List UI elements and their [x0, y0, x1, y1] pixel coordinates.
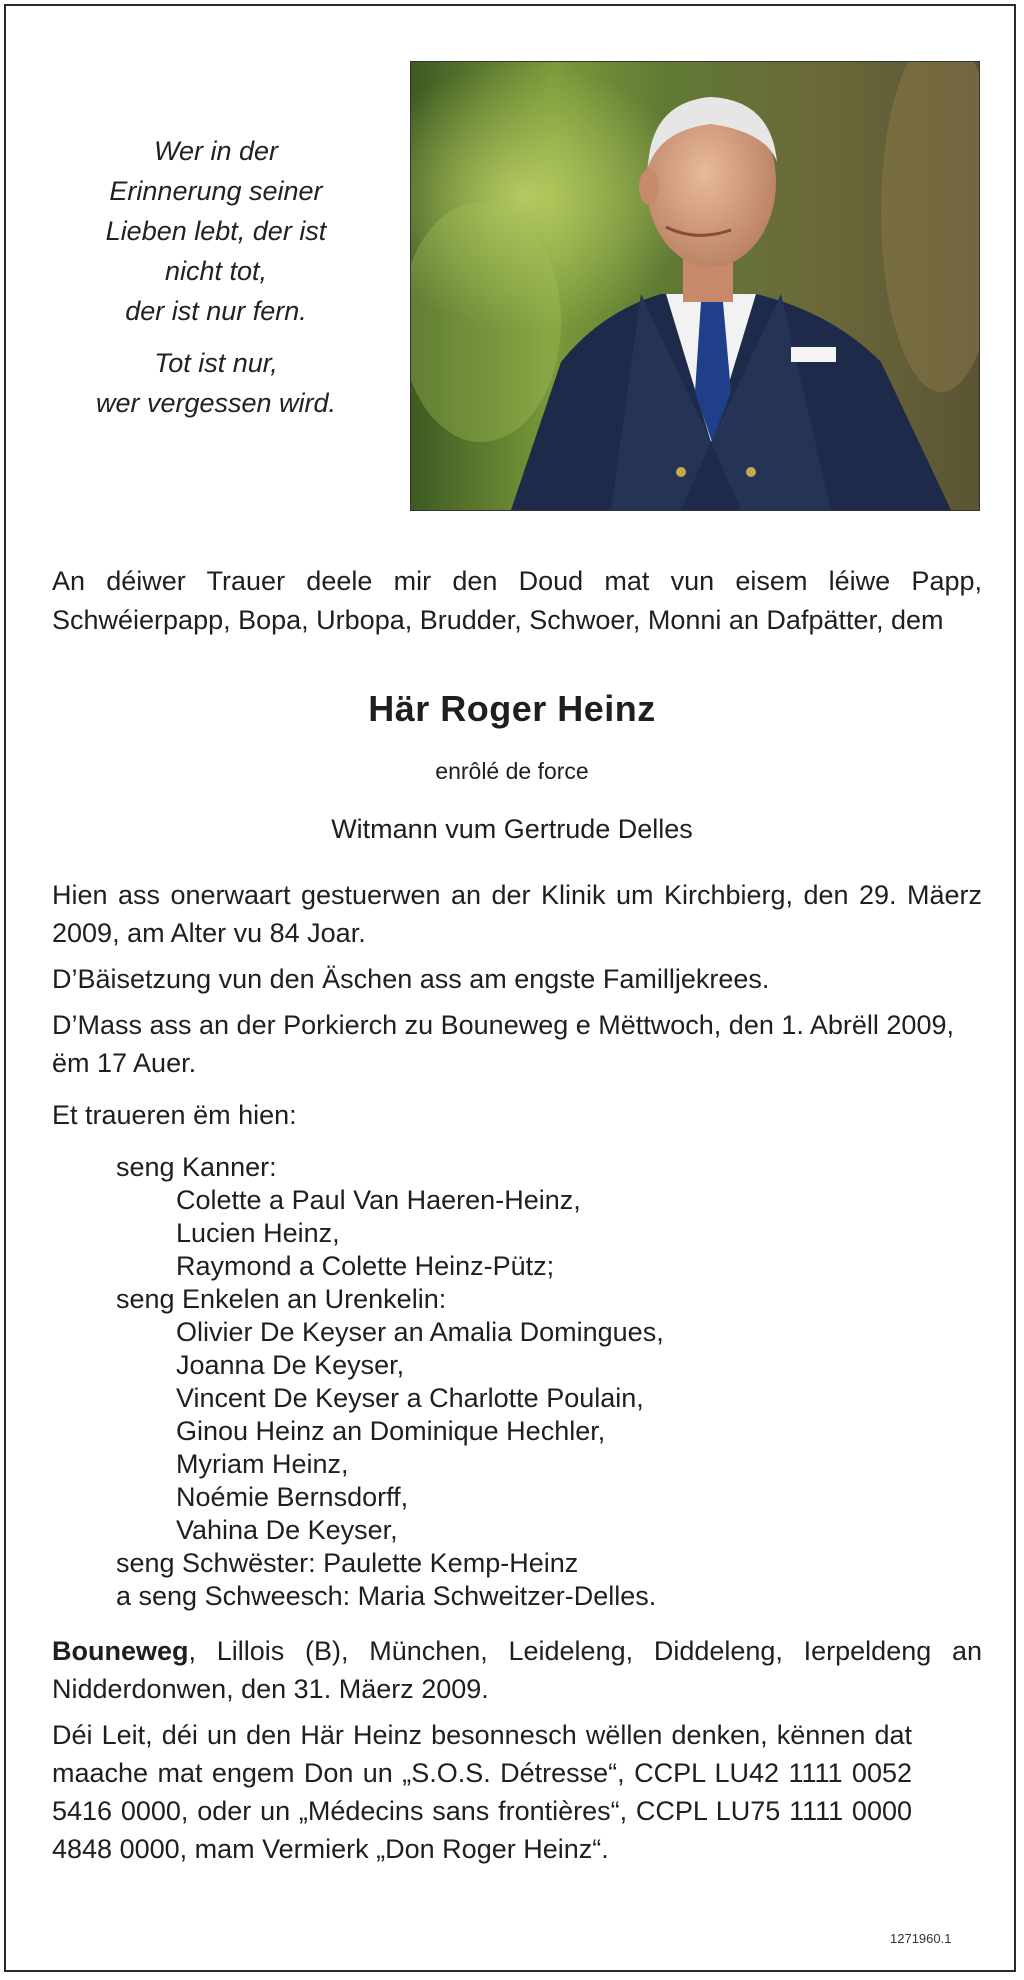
- quote-line: Lieben lebt, der ist: [105, 216, 327, 246]
- grandchildren-label: seng Enkelen an Urenkelin:: [116, 1284, 447, 1314]
- quote-line: Wer in der: [153, 136, 279, 166]
- place-bold: Bouneweg: [52, 1636, 189, 1666]
- mass-paragraph: D’Mass ass an der Porkierch zu Bouneweg e Mëttwoch, den 1. Abrëll 2009, ëm 17 Auer.: [52, 1010, 954, 1078]
- donation-paragraph: Déi Leit, déi un den Här Heinz besonnesch wëllen denken, kënnen dat maache mat engem Don un „S.O.S. Détresse“, CCPL LU42 1111 0052 5416 0000, oder un „Médecins sans frontières“, CCPL LU75 1111 0000 4848 0000, mam Vermierk „Don Roger Heinz“.: [52, 1720, 912, 1864]
- portrait-photo: [410, 61, 980, 511]
- list-item: Vincent De Keyser a Charlotte Poulain,: [176, 1383, 644, 1413]
- widower-note: Witmann vum Gertrude Delles: [331, 814, 693, 844]
- deceased-name: Här Roger Heinz: [368, 688, 656, 729]
- death-paragraph: Hien ass onerwaart gestuerwen an der Klinik um Kirchbierg, den 29. Mäerz 2009, am Alter vu 84 Joar.: [52, 880, 982, 948]
- memorial-quote: [36, 131, 396, 423]
- place-date-paragraph: [52, 1632, 982, 1708]
- reference-number: 1271960.1: [890, 1931, 952, 1946]
- deceased-note: enrôlé de force: [435, 758, 589, 784]
- list-item: Vahina De Keyser,: [176, 1515, 398, 1545]
- list-item: Lucien Heinz,: [176, 1218, 340, 1248]
- list-item: Olivier De Keyser an Amalia Domingues,: [176, 1317, 664, 1347]
- list-item: Colette a Paul Van Haeren-Heinz,: [176, 1185, 581, 1215]
- sister-line: seng Schwëster: Paulette Kemp-Heinz: [116, 1548, 579, 1578]
- obituary-frame: [4, 4, 1016, 1972]
- list-item: Ginou Heinz an Dominique Hechler,: [176, 1416, 606, 1446]
- burial-paragraph: D’Bäisetzung vun den Äschen ass am engste Familljekrees.: [52, 964, 770, 994]
- quote-line: Erinnerung seiner: [109, 176, 323, 206]
- quote-line: Tot ist nur,: [154, 348, 278, 378]
- list-item: Noémie Bernsdorff,: [176, 1482, 409, 1512]
- list-item: Raymond a Colette Heinz-Pütz;: [176, 1251, 555, 1281]
- mourners-heading: Et traueren ëm hien:: [52, 1100, 297, 1130]
- list-item: Joanna De Keyser,: [176, 1350, 405, 1380]
- quote-line: wer vergessen wird.: [95, 388, 337, 418]
- announcement-intro: An déiwer Trauer deele mir den Doud mat vun eisem léiwe Papp, Schwéierpapp, Bopa, Urbopa, Brudder, Schwoer, Monni an Dafpätter, dem: [52, 566, 982, 635]
- quote-line: der ist nur fern.: [125, 296, 307, 326]
- place-rest: , Lillois (B), München, Leideleng, Diddeleng, Ierpeldeng an Nidderdonwen, den 31. Mäerz 2009.: [52, 1636, 982, 1704]
- quote-line: nicht tot,: [164, 256, 268, 286]
- children-label: seng Kanner:: [116, 1152, 277, 1182]
- list-item: Myriam Heinz,: [176, 1449, 349, 1479]
- sister-in-law-line: a seng Schweesch: Maria Schweitzer-Delles.: [116, 1581, 657, 1611]
